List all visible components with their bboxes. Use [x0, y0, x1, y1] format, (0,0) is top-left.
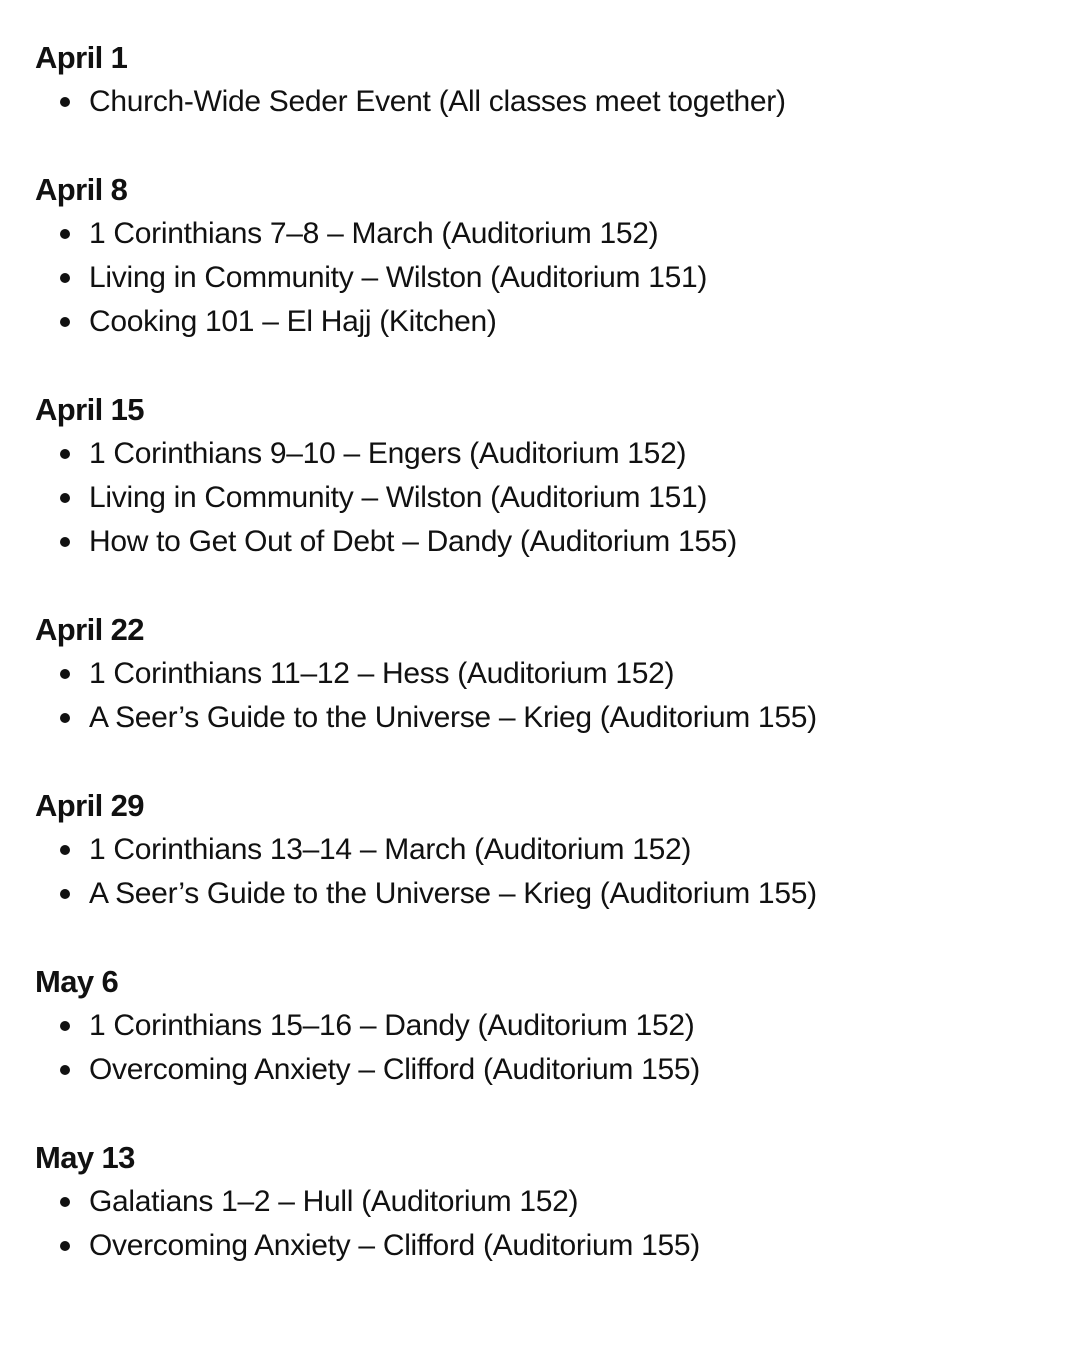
list-item	[35, 1180, 1080, 1224]
schedule-group-april-29	[35, 784, 1080, 916]
bullet-icon	[60, 669, 70, 679]
schedule-group-april-1	[35, 36, 1080, 124]
bullet-icon	[60, 1065, 70, 1075]
bullet-icon	[60, 493, 70, 503]
class-entry: 1 Corinthians 7–8 – March (Auditorium 152)	[89, 217, 659, 250]
schedule-date: April 29	[35, 788, 144, 823]
schedule-date: April 1	[35, 40, 128, 75]
class-list	[35, 432, 1080, 564]
class-entry: Living in Community – Wilston (Auditorium 151)	[89, 261, 708, 294]
class-entry: Church-Wide Seder Event (All classes meet together)	[89, 85, 786, 118]
schedule-group-may-13	[35, 1136, 1080, 1268]
list-item	[35, 696, 1080, 740]
class-entry: A Seer’s Guide to the Universe – Krieg (Auditorium 155)	[89, 701, 817, 734]
bullet-icon	[60, 449, 70, 459]
bullet-icon	[60, 229, 70, 239]
list-item	[35, 1048, 1080, 1092]
bullet-icon	[60, 1197, 70, 1207]
schedule-group-april-22	[35, 608, 1080, 740]
list-item	[35, 256, 1080, 300]
class-entry: 1 Corinthians 13–14 – March (Auditorium 152)	[89, 833, 692, 866]
class-entry: 1 Corinthians 9–10 – Engers (Auditorium 152)	[89, 437, 687, 470]
list-item	[35, 520, 1080, 564]
class-entry: Overcoming Anxiety – Clifford (Auditorium 155)	[89, 1229, 700, 1262]
bullet-icon	[60, 97, 70, 107]
class-entry: 1 Corinthians 11–12 – Hess (Auditorium 152)	[89, 657, 675, 690]
class-list	[35, 1004, 1080, 1092]
bullet-icon	[60, 845, 70, 855]
bullet-icon	[60, 713, 70, 723]
bullet-icon	[60, 1241, 70, 1251]
schedule-date: April 15	[35, 392, 144, 427]
list-item	[35, 300, 1080, 344]
class-entry: A Seer’s Guide to the Universe – Krieg (Auditorium 155)	[89, 877, 817, 910]
list-item	[35, 476, 1080, 520]
class-entry: How to Get Out of Debt – Dandy (Auditorium 155)	[89, 525, 737, 558]
class-list	[35, 212, 1080, 344]
class-entry: Cooking 101 – El Hajj (Kitchen)	[89, 305, 497, 338]
bullet-icon	[60, 317, 70, 327]
schedule-date: May 13	[35, 1140, 135, 1175]
bullet-icon	[60, 1021, 70, 1031]
bullet-icon	[60, 889, 70, 899]
list-item	[35, 872, 1080, 916]
list-item	[35, 432, 1080, 476]
list-item	[35, 828, 1080, 872]
class-list	[35, 652, 1080, 740]
list-item	[35, 1224, 1080, 1268]
schedule-group-april-8	[35, 168, 1080, 344]
list-item	[35, 80, 1080, 124]
list-item	[35, 1004, 1080, 1048]
list-item	[35, 652, 1080, 696]
schedule-date: May 6	[35, 964, 119, 999]
class-entry: 1 Corinthians 15–16 – Dandy (Auditorium 152)	[89, 1009, 695, 1042]
class-entry: Living in Community – Wilston (Auditorium 151)	[89, 481, 708, 514]
schedule-date: April 22	[35, 612, 144, 647]
class-list	[35, 828, 1080, 916]
bullet-icon	[60, 273, 70, 283]
schedule-group-april-15	[35, 388, 1080, 564]
bullet-icon	[60, 537, 70, 547]
class-entry: Overcoming Anxiety – Clifford (Auditorium 155)	[89, 1053, 700, 1086]
schedule-group-may-6	[35, 960, 1080, 1092]
class-list	[35, 80, 1080, 124]
class-list	[35, 1180, 1080, 1268]
schedule-date: April 8	[35, 172, 128, 207]
class-entry: Galatians 1–2 – Hull (Auditorium 152)	[89, 1185, 579, 1218]
list-item	[35, 212, 1080, 256]
